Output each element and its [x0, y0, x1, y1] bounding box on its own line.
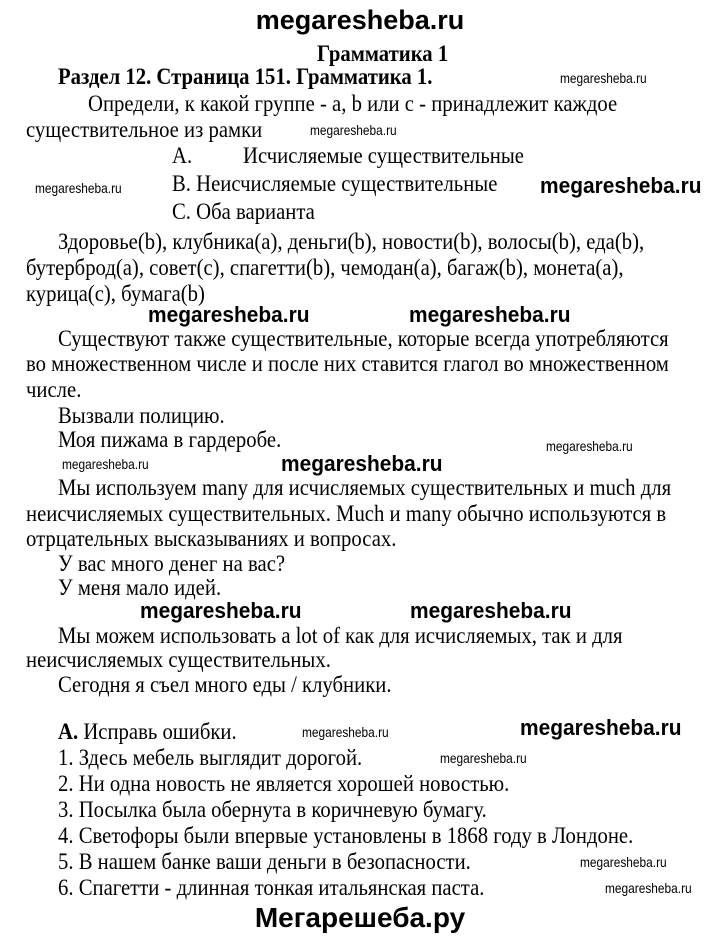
example-line: Сегодня я съел много еды / клубники.: [58, 672, 392, 697]
answer-line: курица(c), бумага(b): [26, 281, 205, 306]
exercise-label: A.: [58, 719, 79, 744]
option-letter: A.: [172, 143, 193, 168]
option-text: B. Неисчисляемые существительные: [172, 171, 498, 196]
watermark: megaresheba.ru: [580, 854, 667, 870]
watermark: megaresheba.ru: [35, 180, 122, 196]
site-footer: Мегарешеба.ру: [254, 902, 466, 933]
paragraph-line: Мы можем использовать a lot of как для исчисляемых, так и для: [58, 623, 623, 648]
exercise-item: 3. Посылка была обернута в коричневую бумагу.: [58, 797, 487, 822]
watermark: megaresheba.ru: [281, 451, 443, 476]
watermark: megaresheba.ru: [409, 302, 571, 327]
exercise-item: 2. Ни одна новость не является хорошей новостью.: [58, 771, 510, 796]
exercise-title: Исправь ошибки.: [83, 719, 237, 744]
watermark: megaresheba.ru: [605, 880, 692, 896]
exercise-item: 4. Светофоры были впервые установлены в 1868 году в Лондоне.: [58, 823, 634, 848]
section-subtitle: Раздел 12. Страница 151. Грамматика 1.: [58, 64, 433, 89]
paragraph-line: числе.: [26, 377, 82, 402]
paragraph-line: во множественном числе и после них ставится глагол во множественном: [26, 351, 669, 376]
intro-line: существительное из рамки: [26, 117, 263, 142]
site-header: megaresheba.ru: [255, 5, 465, 35]
answer-line: бутерброд(a), совет(c), спагетти(b), чемодан(a), багаж(b), монета(a),: [26, 255, 624, 280]
watermark: megaresheba.ru: [310, 122, 397, 138]
page-title: Грамматика 1: [317, 41, 449, 66]
exercise-heading: [58, 720, 237, 743]
example-line: У вас много денег на вас?: [58, 551, 286, 576]
watermark: megaresheba.ru: [540, 173, 702, 198]
intro-line: Определи, к какой группе - a, b или c - принадлежит каждое: [88, 91, 618, 116]
exercise-item: 6. Спагетти - длинная тонкая итальянская паста.: [58, 875, 485, 900]
option-text: Исчисляемые существительные: [243, 143, 524, 168]
watermark: megaresheba.ru: [546, 438, 633, 454]
watermark: megaresheba.ru: [62, 456, 149, 472]
example-line: Вызвали полицию.: [58, 403, 225, 428]
example-line: Моя пижама в гардеробе.: [58, 427, 282, 452]
paragraph-line: неисчисляемых существительных.: [26, 647, 331, 672]
example-line: У меня мало идей.: [58, 575, 222, 600]
watermark: megaresheba.ru: [140, 598, 302, 623]
paragraph-line: Существуют также существительные, которые всегда употребляются: [58, 326, 669, 351]
answer-line: Здоровье(b), клубника(a), деньги(b), новости(b), волосы(b), еда(b),: [58, 229, 645, 254]
exercise-item: 5. В нашем банке ваши деньги в безопасности.: [58, 849, 471, 874]
watermark: megaresheba.ru: [302, 724, 389, 740]
paragraph-line: неисчисляемых существительных. Much и many обычно используются в: [26, 501, 667, 526]
watermark: megaresheba.ru: [560, 70, 647, 86]
exercise-item: 1. Здесь мебель выглядит дорогой.: [58, 745, 363, 770]
watermark: megaresheba.ru: [520, 715, 682, 740]
watermark: megaresheba.ru: [148, 302, 310, 327]
paragraph-line: отрцательных высказываниях и вопросах.: [26, 526, 397, 551]
watermark: megaresheba.ru: [410, 598, 572, 623]
option-text: C. Оба варианта: [172, 199, 315, 224]
watermark: megaresheba.ru: [440, 750, 527, 766]
paragraph-line: Мы используем many для исчисляемых существительных и much для: [58, 475, 672, 500]
